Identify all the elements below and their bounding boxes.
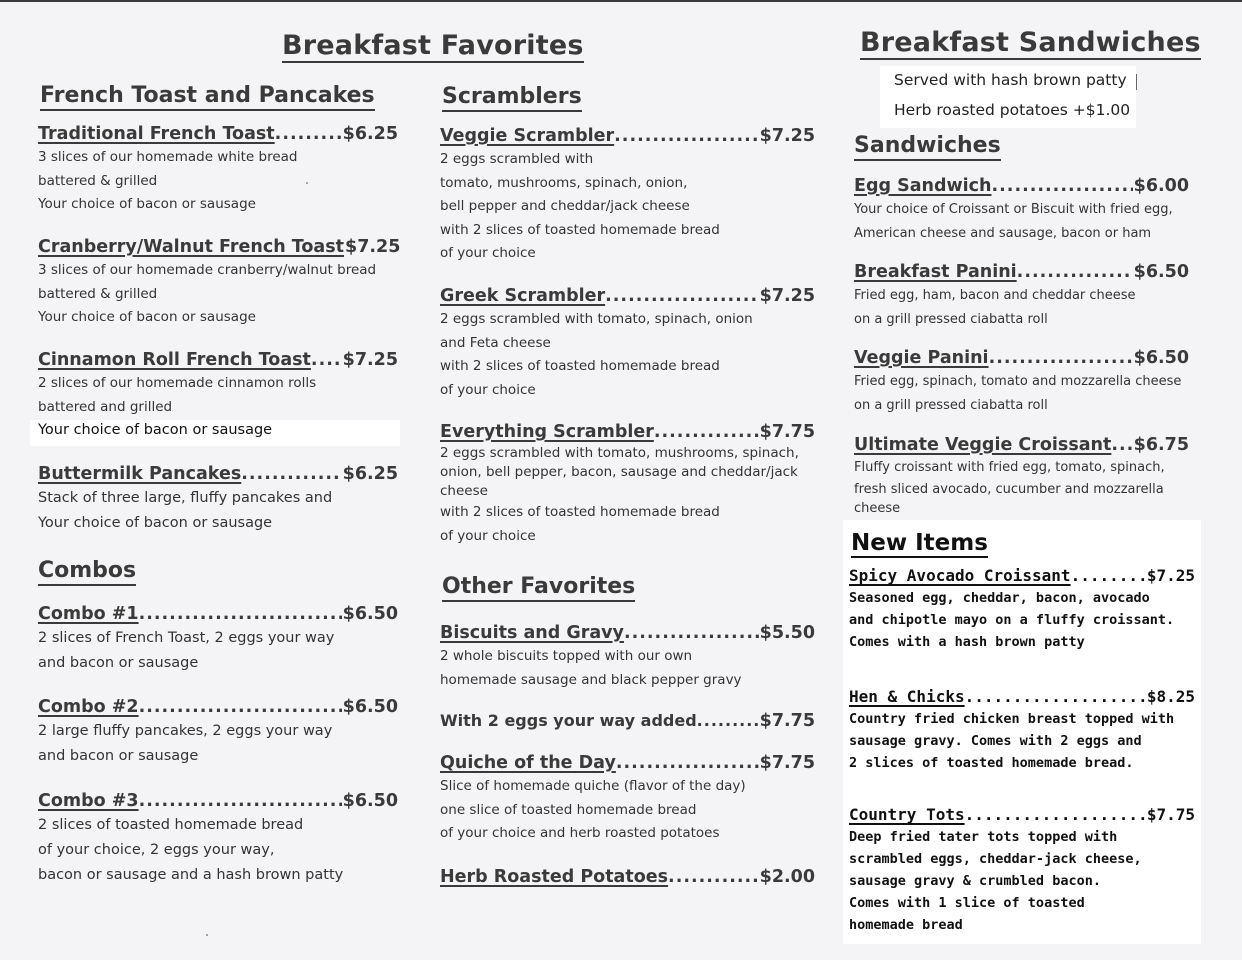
item-description: Fluffy croissant with fried egg, tomato, spinach, — [854, 460, 1165, 475]
breakfast-sandwiches-title: Breakfast Sandwiches — [860, 27, 1201, 58]
item-description: 2 eggs scrambled with — [440, 151, 594, 167]
item-name: Cranberry/Walnut French Toast — [38, 237, 345, 257]
item-description: 2 whole biscuits topped with our own — [440, 648, 693, 664]
item-price: $6.50 — [342, 697, 398, 717]
item-description: battered and grilled — [38, 398, 173, 415]
item-description: American cheese and sausage, bacon or ham — [854, 225, 1152, 241]
menu-item — [854, 174, 1189, 245]
item-name: Cinnamon Roll French Toast — [38, 350, 311, 370]
item-description: with 2 slices of toasted homemade bread — [440, 504, 720, 520]
item-description: 2 eggs scrambled with tomato, mushrooms, spinach, — [440, 445, 799, 461]
item-name: Quiche of the Day — [440, 753, 616, 773]
item-price: $7.25 — [759, 286, 815, 306]
item-price: $6.75 — [1133, 435, 1189, 455]
item-description: battered & grilled — [38, 285, 158, 302]
menu-item — [38, 695, 398, 769]
item-description: of your choice and herb roasted potatoes — [440, 825, 720, 841]
item-name: Combo #3 — [38, 791, 139, 811]
item-name: Everything Scrambler — [440, 422, 654, 442]
item-description: Your choice of bacon or sausage — [38, 422, 273, 438]
item-description: 2 slices of toasted homemade bread. — [849, 755, 1134, 771]
item-price: $7.25 — [345, 237, 401, 257]
item-price: $2.00 — [759, 867, 815, 887]
item-price: $8.25 — [1146, 687, 1195, 706]
item-description: sausage gravy. Comes with 2 eggs and — [849, 733, 1142, 749]
item-name: Combo #1 — [38, 604, 139, 624]
item-name: Traditional French Toast — [38, 124, 275, 144]
new-menu-item — [849, 686, 1195, 774]
item-description: one slice of toasted homemade bread — [440, 801, 697, 818]
item-description: Stack of three large, fluffy pancakes and — [38, 490, 333, 506]
item-price: $7.75 — [759, 753, 815, 773]
item-description: Comes with 1 slice of toasted — [849, 895, 1085, 911]
item-name: Veggie Panini — [854, 348, 989, 368]
item-description: of your choice, 2 eggs your way, — [38, 842, 275, 858]
item-description: tomato, mushrooms, spinach, onion, — [440, 174, 688, 191]
item-name: Herb Roasted Potatoes — [440, 867, 669, 887]
menu-item — [854, 346, 1189, 417]
item-description: onion, bell pepper, bacon, sausage and cheddar/jack — [440, 464, 798, 480]
section-heading-sandwiches: Sandwiches — [854, 133, 1001, 161]
item-description: and Feta cheese — [440, 334, 551, 351]
item-description: and chipotle mayo on a fluffy croissant. — [849, 612, 1175, 628]
item-price: $6.25 — [342, 124, 398, 144]
item-price: $6.50 — [342, 791, 398, 811]
section-heading-combos: Combos — [38, 558, 136, 586]
item-description: Deep fried tater tots topped with — [849, 829, 1118, 845]
item-description: Comes with a hash brown patty — [849, 634, 1085, 650]
menu-item — [38, 602, 398, 676]
menu-item — [38, 789, 398, 888]
menu-item — [440, 420, 815, 548]
menu-item — [854, 433, 1189, 517]
item-price: $7.75 — [1146, 805, 1195, 824]
item-description: sausage gravy & crumbled bacon. — [849, 873, 1101, 889]
item-description: 2 slices of French Toast, 2 eggs your way — [38, 630, 335, 646]
item-description: Seasoned egg, cheddar, bacon, avocado — [849, 590, 1150, 606]
item-price: $6.50 — [1133, 262, 1189, 282]
menu-item — [38, 462, 398, 536]
item-price: $6.50 — [342, 604, 398, 624]
section-heading-new-items: New Items — [851, 530, 988, 556]
item-price: $6.50 — [1133, 348, 1189, 368]
item-name: Egg Sandwich — [854, 176, 992, 196]
item-name: Veggie Scrambler — [440, 126, 615, 146]
item-name: Combo #2 — [38, 697, 139, 717]
item-price: $6.25 — [342, 464, 398, 484]
item-name: Breakfast Panini — [854, 262, 1017, 282]
menu-item — [38, 348, 398, 443]
item-description: fresh sliced avocado, cucumber and mozzarella — [854, 482, 1164, 497]
item-description: homemade bread — [849, 917, 963, 933]
item-description: with 2 slices of toasted homemade bread — [440, 221, 720, 238]
menu-item — [440, 751, 815, 846]
item-name: Buttermilk Pancakes — [38, 464, 242, 484]
item-name: Ultimate Veggie Croissant — [854, 435, 1112, 455]
item-name: Hen & Chicks — [849, 687, 965, 706]
served-with-line: Served with hash brown patty — [894, 71, 1127, 89]
top-border — [0, 0, 1242, 2]
item-description: with 2 slices of toasted homemade bread — [440, 358, 720, 374]
item-price: $5.50 — [759, 623, 815, 643]
scan-speck — [306, 182, 308, 184]
menu-item — [440, 621, 815, 692]
item-description: 2 large fluffy pancakes, 2 eggs your way — [38, 723, 333, 739]
item-description: cheese — [440, 483, 488, 499]
item-description: Country fried chicken breast topped with — [849, 711, 1175, 727]
item-name: With 2 eggs your way added — [440, 711, 697, 730]
menu-item — [38, 122, 398, 217]
item-name: Country Tots — [849, 805, 965, 824]
item-description: of your choice — [440, 245, 536, 261]
menu-item — [440, 284, 815, 402]
menu-item — [854, 260, 1189, 331]
item-description: bell pepper and cheddar/jack cheese — [440, 198, 690, 214]
item-description: Your choice of bacon or sausage — [38, 309, 256, 325]
item-description: 3 slices of our homemade white bread — [38, 149, 298, 165]
scan-speck — [206, 934, 208, 936]
item-description: homemade sausage and black pepper gravy — [440, 671, 742, 688]
item-description: of your choice — [440, 527, 536, 544]
new-menu-item — [849, 804, 1195, 936]
item-description: bacon or sausage and a hash brown patty — [38, 867, 344, 883]
item-description: 3 slices of our homemade cranberry/walnut bread — [38, 262, 377, 278]
item-name: Greek Scrambler — [440, 286, 606, 306]
item-description: 2 slices of toasted homemade bread — [38, 817, 304, 833]
item-description: on a grill pressed ciabatta roll — [854, 311, 1048, 327]
item-price: $6.00 — [1133, 176, 1189, 196]
item-description: scrambled eggs, cheddar-jack cheese, — [849, 851, 1142, 867]
item-description: battered & grilled — [38, 172, 158, 189]
served-with-line: Herb roasted potatoes +$1.00 — [894, 101, 1131, 119]
menu-item — [440, 865, 815, 889]
item-price: $7.25 — [759, 126, 815, 146]
menu-item-addon — [440, 709, 815, 733]
item-description: and bacon or sausage — [38, 748, 199, 764]
breakfast-favorites-title: Breakfast Favorites — [282, 30, 584, 61]
scan-mark — [1136, 74, 1137, 90]
item-description: Fried egg, spinach, tomato and mozzarella cheese — [854, 374, 1182, 389]
item-description: Your choice of bacon or sausage — [38, 196, 256, 212]
menu-item — [38, 235, 401, 330]
item-description: of your choice — [440, 381, 536, 398]
section-heading-other-favorites: Other Favorites — [442, 574, 635, 602]
item-description: on a grill pressed ciabatta roll — [854, 397, 1048, 413]
item-price: $7.25 — [342, 350, 398, 370]
item-name: Spicy Avocado Croissant — [849, 566, 1071, 585]
item-price: $7.25 — [1146, 566, 1195, 585]
new-menu-item — [849, 565, 1195, 653]
item-description: and bacon or sausage — [38, 655, 199, 671]
item-name: Biscuits and Gravy — [440, 623, 624, 643]
item-description: Your choice of bacon or sausage — [38, 515, 273, 531]
item-price: $7.75 — [759, 422, 815, 442]
served-with-note — [880, 66, 1136, 128]
item-description: 2 eggs scrambled with tomato, spinach, onion — [440, 311, 753, 327]
item-description: cheese — [854, 501, 901, 516]
section-heading-french-toast: French Toast and Pancakes — [40, 83, 375, 111]
section-heading-scramblers: Scramblers — [442, 84, 582, 112]
new-items-panel — [843, 520, 1201, 944]
item-description: Your choice of Croissant or Biscuit with fried egg, — [854, 202, 1173, 217]
item-price: $7.75 — [759, 711, 815, 731]
item-description: 2 slices of our homemade cinnamon rolls — [38, 375, 317, 391]
item-description: Fried egg, ham, bacon and cheddar cheese — [854, 288, 1136, 303]
menu-item — [440, 124, 815, 266]
item-description: Slice of homemade quiche (flavor of the day) — [440, 778, 746, 794]
